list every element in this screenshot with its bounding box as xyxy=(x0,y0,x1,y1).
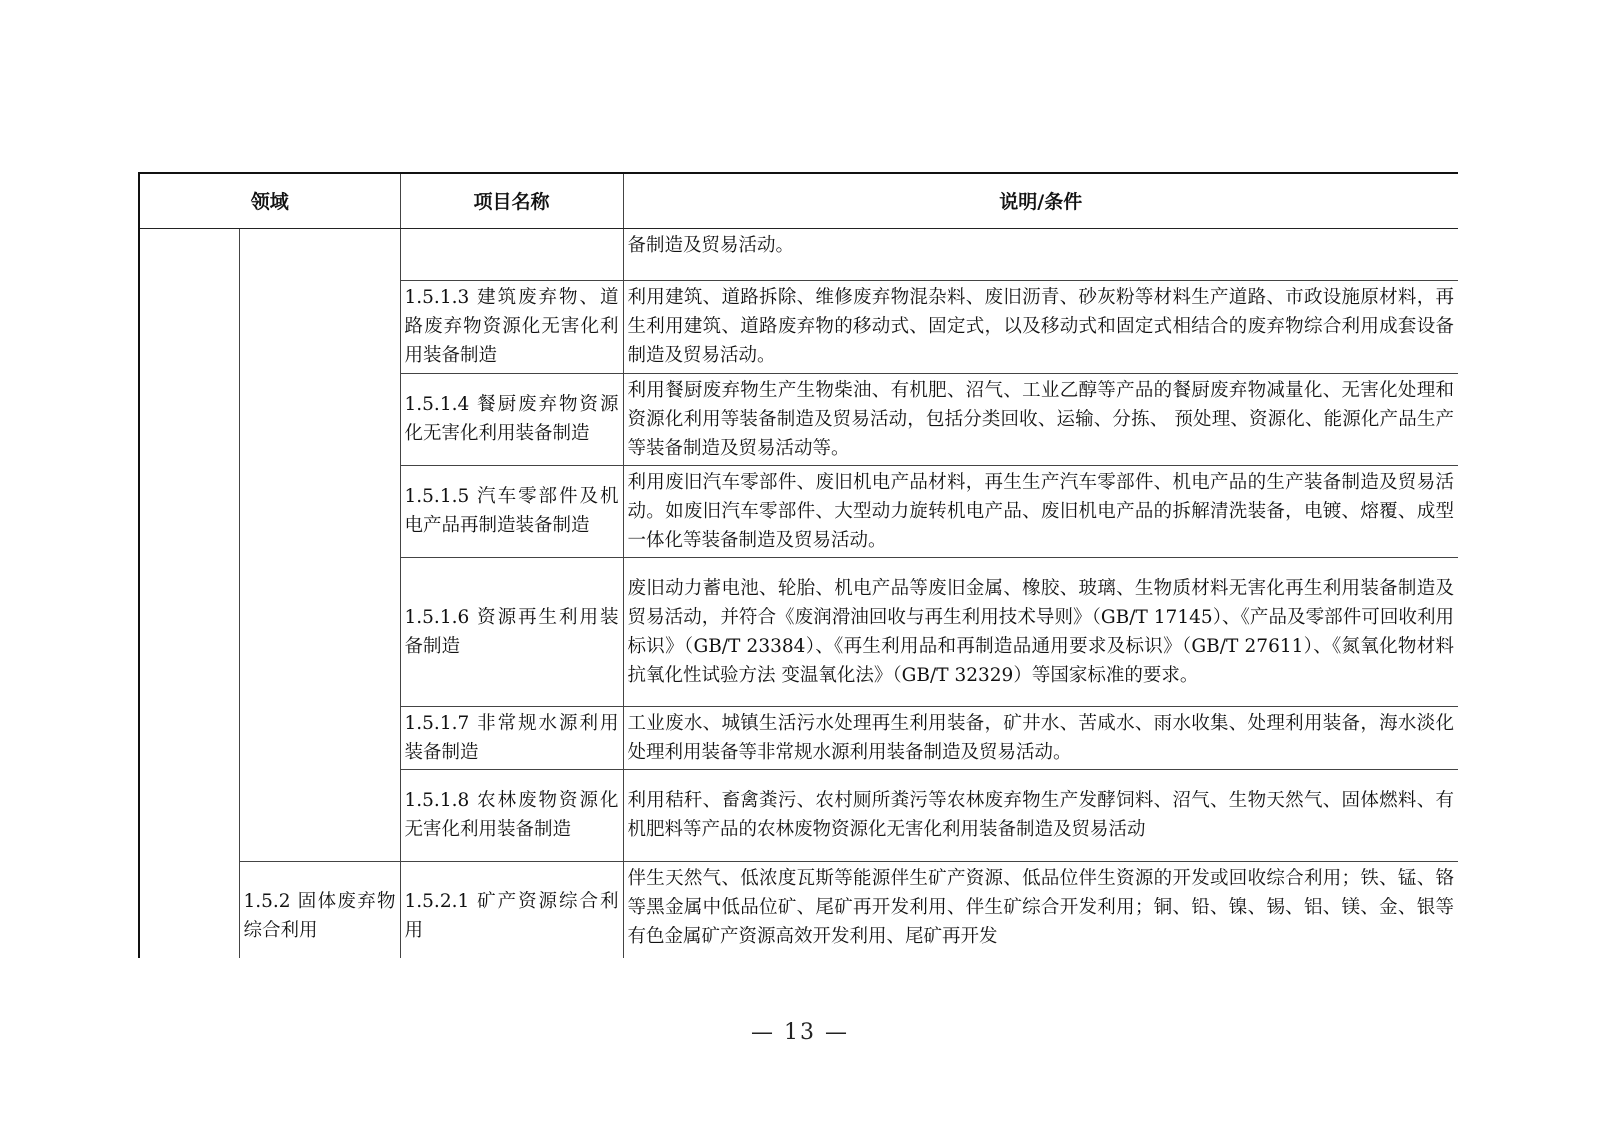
description-cell: 利用建筑、道路拆除、维修废弃物混杂料、废旧沥青、砂灰粉等材料生产道路、市政设施原材料，再生利用建筑、道路废弃物的移动式、固定式，以及移动式和固定式相结合的废弃物综合利用成套设备制造及贸易活动。 xyxy=(623,280,1458,373)
table-row xyxy=(139,861,1458,958)
description-cell: 利用废旧汽车零部件、废旧机电产品材料，再生生产汽车零部件、机电产品的生产装备制造及贸易活动。如废旧汽车零部件、大型动力旋转机电产品、废旧机电产品的拆解清洗装备，电镀、熔覆、成型一体化等装备制造及贸易活动。 xyxy=(623,465,1458,557)
project-name-cell: 1.5.1.8 农林废物资源化无害化利用装备制造 xyxy=(400,769,623,861)
project-name-cell xyxy=(400,228,623,280)
project-name-cell: 1.5.1.4 餐厨废弃物资源化无害化利用装备制造 xyxy=(400,373,623,465)
header-description: 说明/条件 xyxy=(623,173,1458,228)
subdomain-cell xyxy=(239,228,400,861)
description-cell: 伴生天然气、低浓度瓦斯等能源伴生矿产资源、低品位伴生资源的开发或回收综合利用；铁、锰、铬等黑金属中低品位矿、尾矿再开发利用、伴生矿综合开发利用；铜、铅、镍、锡、铝、镁、金、银等有色金属矿产资源高效开发利用、尾矿再开发 xyxy=(623,861,1458,958)
project-name-cell: 1.5.1.7 非常规水源利用装备制造 xyxy=(400,706,623,769)
page-number: — 13 — xyxy=(751,1020,849,1045)
header-project-name: 项目名称 xyxy=(400,173,623,228)
table-row xyxy=(139,228,1458,280)
description-cell: 备制造及贸易活动。 xyxy=(623,228,1458,280)
project-name-cell: 1.5.2.1 矿产资源综合利用 xyxy=(400,861,623,958)
subdomain-name-cell: 1.5.2 固体废弃物综合利用 xyxy=(239,861,400,958)
description-cell: 利用餐厨废弃物生产生物柴油、有机肥、沼气、工业乙醇等产品的餐厨废弃物减量化、无害化处理和资源化利用等装备制造及贸易活动，包括分类回收、运输、分拣、 预处理、资源化、能源化产品生产等装备制造及贸易活动等。 xyxy=(623,373,1458,465)
table-header-row xyxy=(139,173,1458,228)
table-container xyxy=(138,172,1458,958)
project-name-cell: 1.5.1.3 建筑废弃物、道路废弃物资源化无害化利用装备制造 xyxy=(400,280,623,373)
description-cell: 工业废水、城镇生活污水处理再生利用装备，矿井水、苦咸水、雨水收集、处理利用装备，海水淡化处理利用装备等非常规水源利用装备制造及贸易活动。 xyxy=(623,706,1458,769)
project-name-cell: 1.5.1.5 汽车零部件及机电产品再制造装备制造 xyxy=(400,465,623,557)
description-cell: 利用秸秆、畜禽粪污、农村厕所粪污等农林废弃物生产发酵饲料、沼气、生物天然气、固体燃料、有机肥料等产品的农林废物资源化无害化利用装备制造及贸易活动 xyxy=(623,769,1458,861)
description-cell: 废旧动力蓄电池、轮胎、机电产品等废旧金属、橡胶、玻璃、生物质材料无害化再生利用装备制造及贸易活动，并符合《废润滑油回收与再生利用技术导则》（GB/T 17145）、《产品及零部件可回收利用标识》（GB/T 23384）、《再生利用品和再制造品通用要求及标识》（GB/T 27611）、《氮氧化物材料抗氧化性试验方法 变温氧化法》（GB/T 32329）等国家标准的要求。 xyxy=(623,557,1458,706)
catalog-table xyxy=(138,172,1458,958)
header-domain: 领域 xyxy=(139,173,400,228)
project-name-cell: 1.5.1.6 资源再生利用装备制造 xyxy=(400,557,623,706)
domain-cell xyxy=(139,228,239,958)
